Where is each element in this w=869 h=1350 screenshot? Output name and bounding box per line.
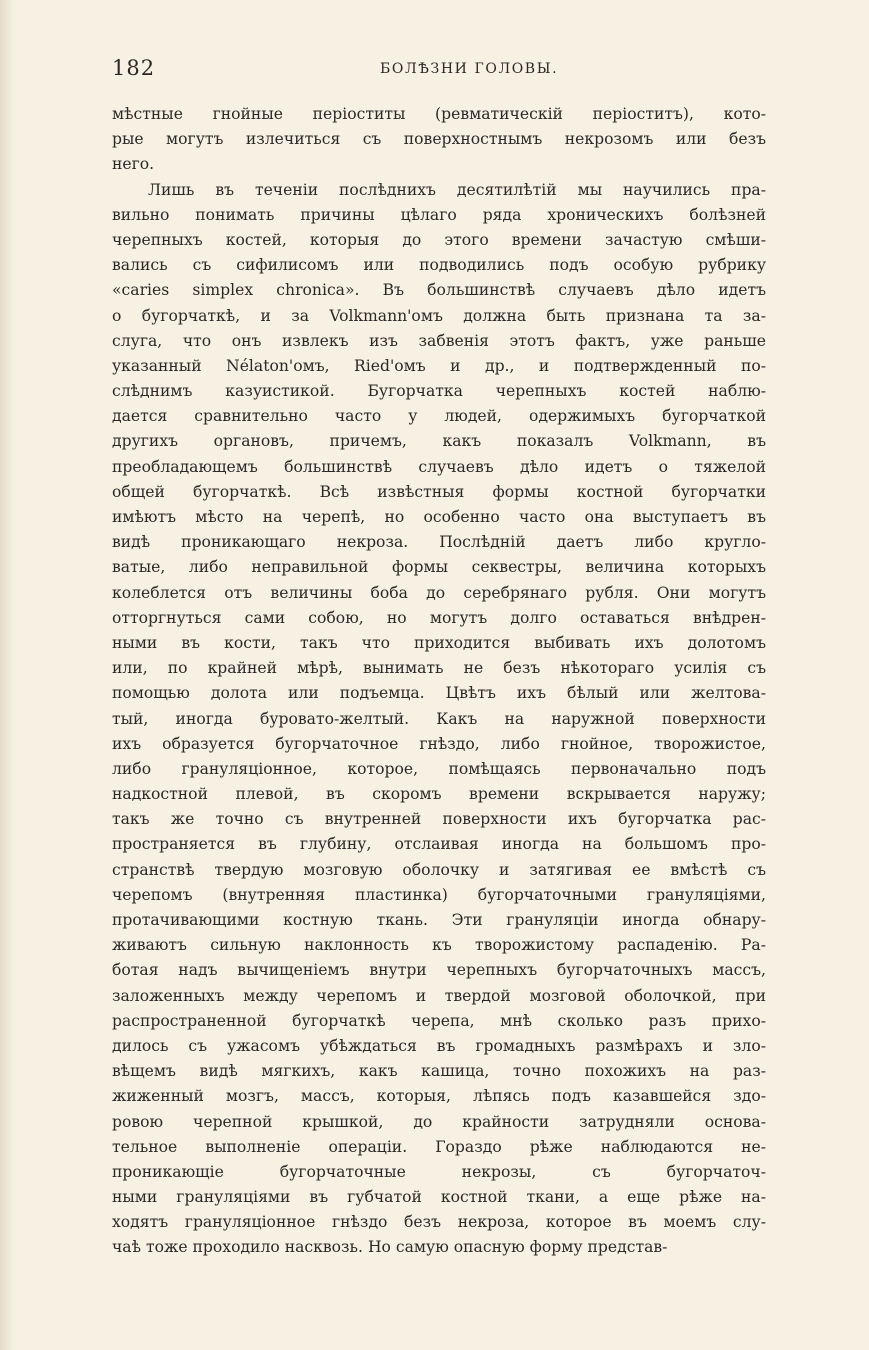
text-line: ботая надъ вычищеніемъ внутри черепныхъ бугорчаточныхъ массъ, [112,961,766,980]
text-line: преобладающемъ большинствѣ случаевъ дѣло идетъ о тяжелой [112,457,766,476]
text-line: странствѣ твердую мозговую оболочку и затягивая ее вмѣстѣ съ [112,860,766,879]
text-line: ными въ кости, такъ что приходится выбивать ихъ долотомъ [112,633,766,652]
text-line: пространяется въ глубину, отслаивая иногда на большомъ про- [112,835,766,854]
text-line: проникающіе бугорчаточные некрозы, съ бугорчаточ- [112,1162,766,1181]
page-number: 182 [112,56,156,80]
text-line: Лишь въ теченіи послѣднихъ десятилѣтій мы научились пра- [148,180,766,199]
text-line: ными грануляціями въ губчатой костной ткани, а еще рѣже на- [112,1188,766,1207]
text-line: тельное выполненіе операціи. Гораздо рѣже наблюдаются не- [112,1137,766,1156]
page-gutter [0,0,14,1350]
text-line: отторгнуться сами собою, но могутъ долго оставаться внѣдрен- [112,608,766,627]
text-line: колеблется отъ величины боба до серебрянаго рубля. Они могутъ [112,583,766,602]
text-line: надкостной плевой, въ скоромъ времени вскрывается наружу; [112,785,766,804]
text-line: или, по крайней мѣрѣ, вынимать не безъ нѣкотораго усилія съ [112,659,766,678]
text-line: ровою черепной крышкой, до крайности затрудняли основа- [112,1112,766,1131]
text-line: живаютъ сильную наклонность къ творожистому распаденію. Ра- [112,936,766,955]
text-line: слуга, что онъ извлекъ изъ забвенія этотъ фактъ, уже раньше [112,331,766,350]
text-line: ватые, либо неправильной формы секвестры, величина которыхъ [112,558,766,577]
text-line: либо грануляціонное, которое, помѣщаясь первоначально подъ [112,759,766,778]
text-line: черепомъ (внутренняя пластинка) бугорчаточными грануляціями, [112,885,766,904]
page-header [112,56,762,86]
text-line: другихъ органовъ, причемъ, какъ показалъ Volkmann, въ [112,432,766,451]
text-line: имѣютъ мѣсто на черепѣ, но особенно часто она выступаетъ въ [112,508,766,526]
text-line: указанный Nélaton'омъ, Ried'омъ и др., и подтвержденный по- [112,356,766,375]
text-line: ходятъ грануляціонное гнѣздо безъ некроза, которое въ моемъ слу- [112,1213,766,1232]
text-line: общей бугорчаткѣ. Всѣ извѣстныя формы костной бугорчатки [112,482,766,501]
paragraph [112,102,766,178]
text-line: дается сравнительно часто у людей, одержимыхъ бугорчаткой [112,407,766,426]
text-line: вались съ сифилисомъ или подводились подъ особую рубрику [112,256,766,275]
text-line: черепныхъ костей, которыя до этого времени зачастую смѣши- [112,230,766,249]
text-line: «caries simplex chronica». Въ большинствѣ случаевъ дѣло идетъ [112,281,766,300]
text-line: такъ же точно съ внутренней поверхности ихъ бугорчатка рас- [112,810,766,829]
text-line: чаѣ тоже проходило насквозь. Но самую опасную форму представ- [112,1238,668,1257]
text-line: видѣ проникающаго некроза. Послѣдній даетъ либо кругло- [112,533,766,552]
text-line: о бугорчаткѣ, и за Volkmann'омъ должна быть признана та за- [112,306,766,325]
text-line: жиженный мозгъ, массъ, которыя, лѣпясь подъ казавшейся здо- [112,1087,766,1106]
text-line: вѣщемъ видѣ мягкихъ, какъ кашица, точно похожихъ на раз- [112,1062,766,1081]
text-line: распространенной бугорчаткѣ черепа, мнѣ сколько разъ прихо- [112,1011,766,1030]
text-line: мѣстные гнойные періоститы (ревматическій періоститъ), кото- [112,105,766,123]
text-line: помощью долота или подъемца. Цвѣтъ ихъ бѣлый или желтова- [112,684,766,703]
text-line: дилось съ ужасомъ убѣждаться въ громадныхъ размѣрахъ и зло- [112,1036,766,1055]
text-line: него. [112,155,155,174]
text-line: слѣднимъ казуистикой. Бугорчатка черепныхъ костей наблю- [112,382,766,401]
body-text [112,102,766,1262]
text-line: вильно понимать причины цѣлаго ряда хроническихъ болѣзней [112,205,766,224]
text-line: заложенныхъ между черепомъ и твердой мозговой оболочкой, при [112,986,766,1005]
text-line: ихъ образуется бугорчаточное гнѣздо, либо гнойное, творожистое, [112,734,766,753]
text-line: протачивающими костную ткань. Эти грануляціи иногда обнару- [112,911,766,929]
text-line: рые могутъ излечиться съ поверхностнымъ некрозомъ или безъ [112,130,766,149]
paragraph [112,178,766,1261]
text-line: тый, иногда буровато-желтый. Какъ на наружной поверхности [112,709,766,728]
running-head: БОЛѢЗНИ ГОЛОВЫ. [380,61,559,77]
